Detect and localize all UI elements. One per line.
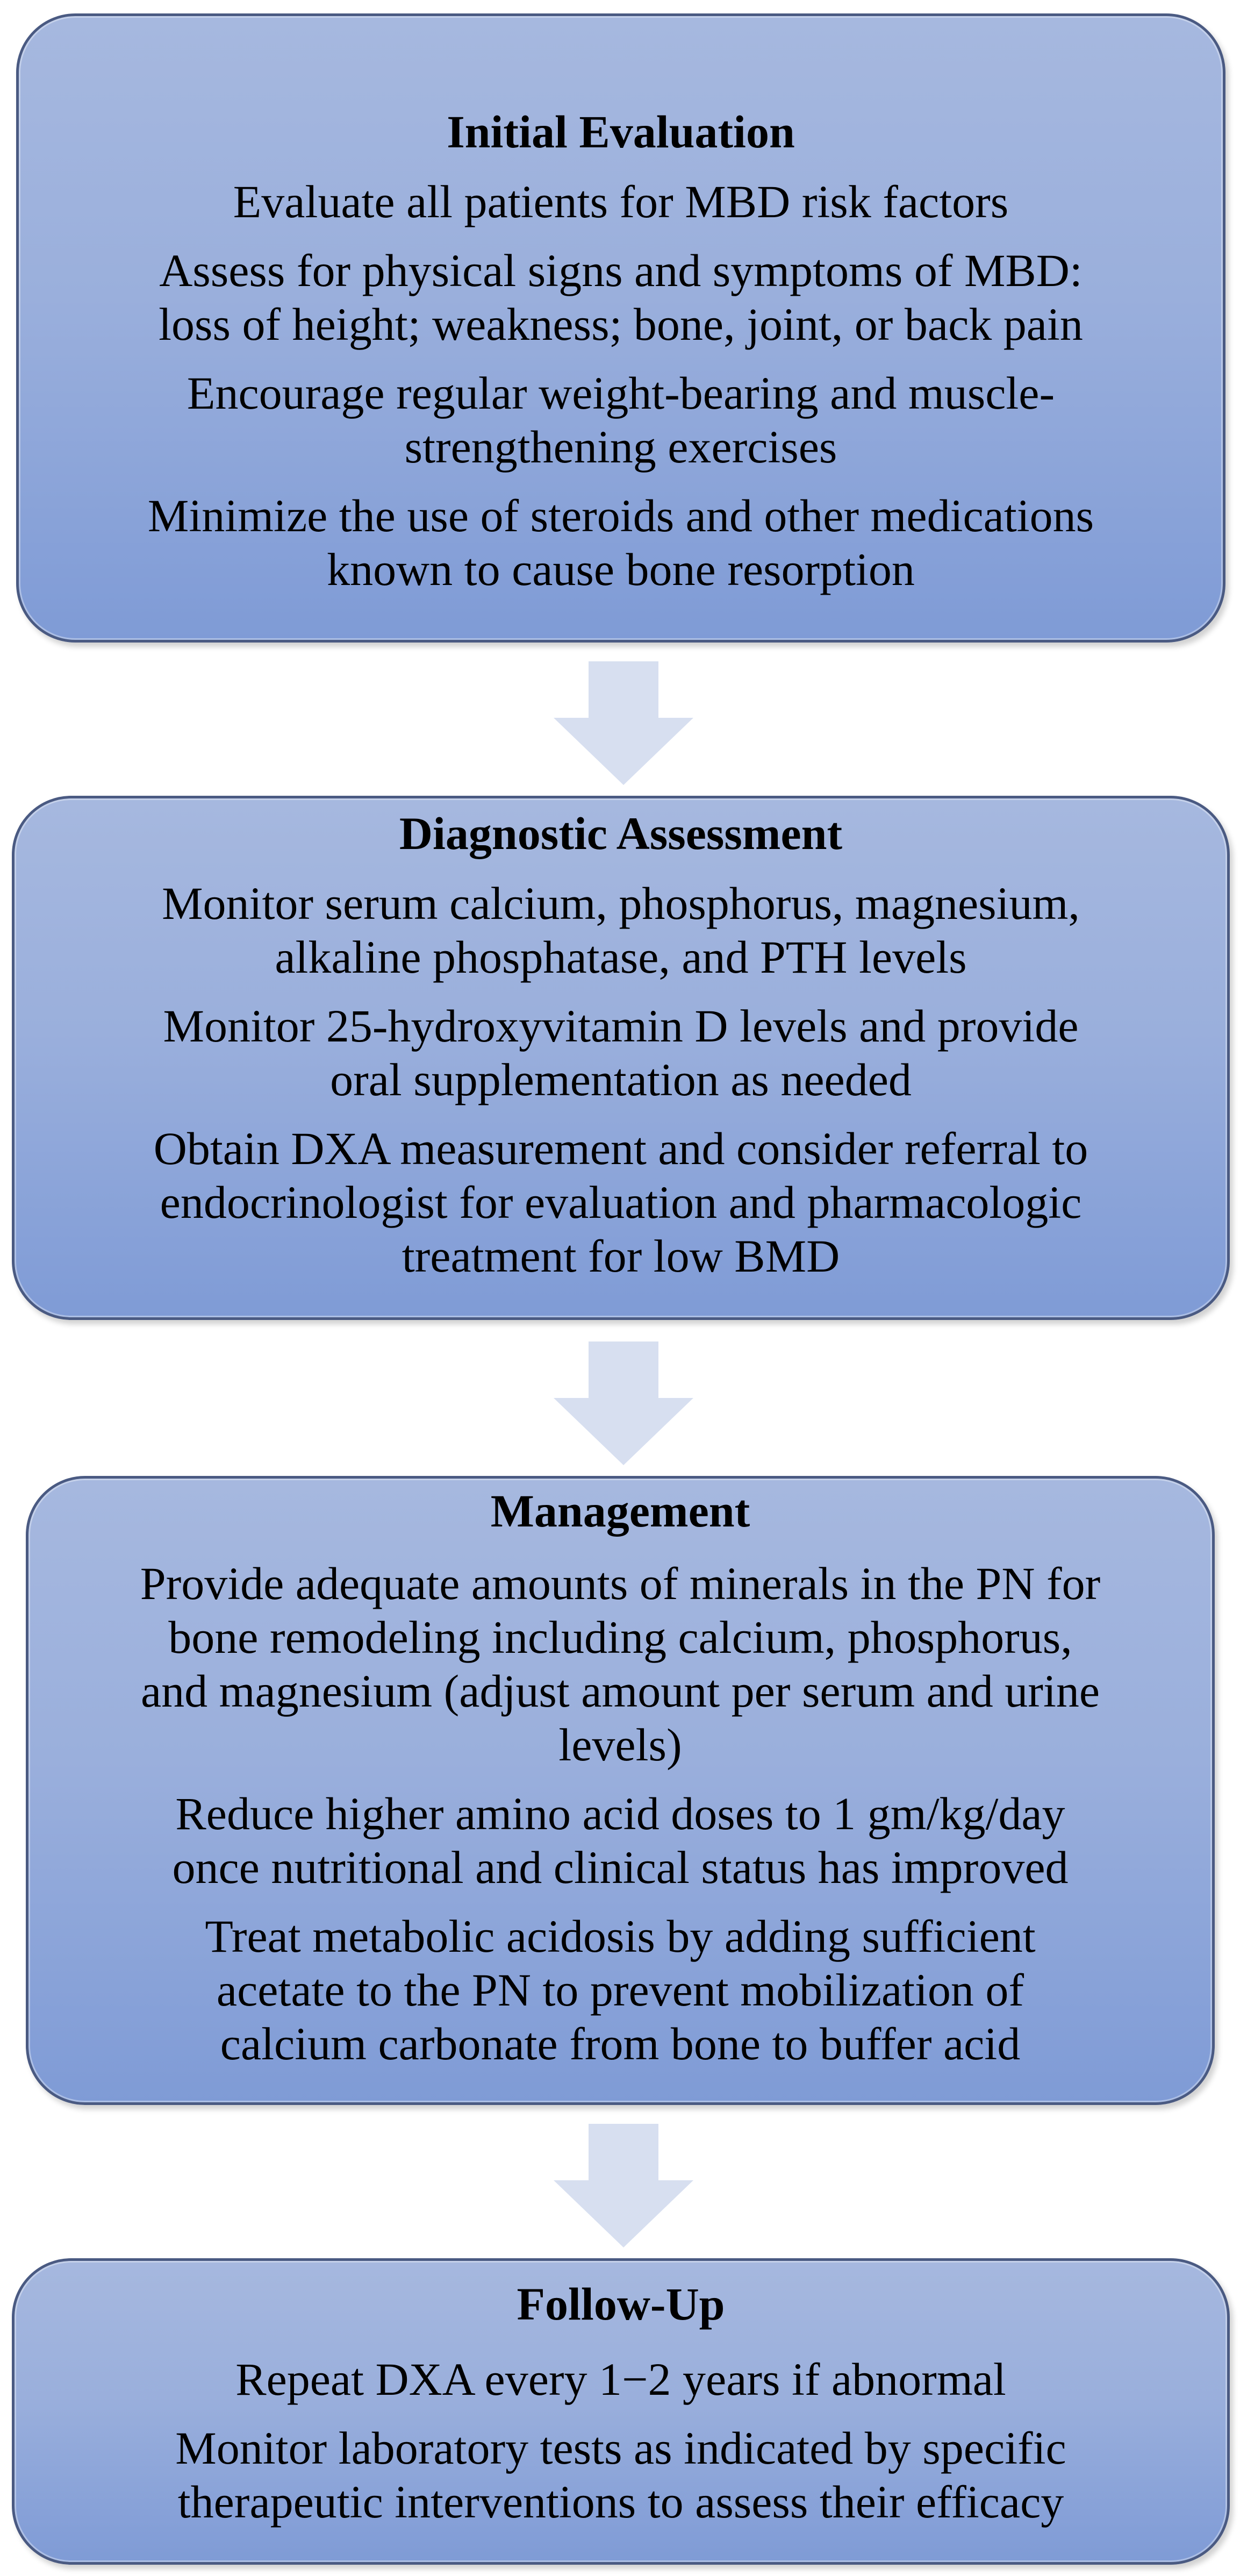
management-item-minerals-line-3: and magnesium (adjust amount per serum and urine xyxy=(140,1665,1100,1717)
initial-item-steroids-line-2: known to cause bone resorption xyxy=(327,544,915,595)
initial-item-physical-signs-line-1: Assess for physical signs and symptoms of MBD: xyxy=(159,245,1083,296)
diagnostic-item-dxa-line-1: Obtain DXA measurement and consider referral to xyxy=(153,1123,1088,1174)
diagnostic-item-vitamin-d-line-1: Monitor 25-hydroxyvitamin D levels and provide xyxy=(163,1000,1079,1052)
follow-up-title: Follow-Up xyxy=(517,2278,725,2330)
follow-up-item-monitor-labs xyxy=(143,2421,1098,2529)
management-item-amino-acid-line-1: Reduce higher amino acid doses to 1 gm/kg/day xyxy=(175,1788,1065,1839)
down-arrow-icon xyxy=(554,661,693,785)
management-item-minerals-line-4: levels) xyxy=(558,1719,682,1771)
diagnostic-item-vitamin-d xyxy=(131,999,1111,1107)
follow-up-box xyxy=(12,2258,1230,2565)
diagnostic-item-dxa-line-2: endocrinologist for evaluation and pharmacologic xyxy=(160,1176,1082,1228)
diagnostic-item-vitamin-d-line-2: oral supplementation as needed xyxy=(330,1054,912,1105)
management-item-amino-acid xyxy=(140,1787,1100,1894)
initial-item-steroids-line-1: Minimize the use of steroids and other medications xyxy=(147,490,1094,541)
diagnostic-item-serum-levels xyxy=(130,876,1112,984)
initial-item-steroids xyxy=(116,489,1126,596)
diagnostic-item-dxa-line-3: treatment for low BMD xyxy=(402,1230,840,1282)
follow-up-item-repeat-dxa: Repeat DXA every 1−2 years if abnormal xyxy=(235,2353,1006,2405)
management-box xyxy=(26,1476,1215,2105)
management-item-minerals-line-2: bone remodeling including calcium, phosphorus, xyxy=(168,1611,1072,1663)
management-item-acidosis-line-2: acetate to the PN to prevent mobilization of xyxy=(216,1964,1024,2016)
down-arrow-icon xyxy=(554,2124,693,2247)
diagnostic-item-serum-levels-line-2: alkaline phosphatase, and PTH levels xyxy=(275,931,967,983)
management-item-acidosis-line-3: calcium carbonate from bone to buffer acid xyxy=(220,2018,1021,2070)
initial-item-exercise-line-1: Encourage regular weight-bearing and muscle- xyxy=(187,367,1055,419)
initial-evaluation-title: Initial Evaluation xyxy=(447,106,795,158)
down-arrow-icon xyxy=(554,1341,693,1465)
diagnostic-assessment-box xyxy=(12,796,1230,1320)
diagnostic-item-serum-levels-line-1: Monitor serum calcium, phosphorus, magnesium, xyxy=(162,877,1080,929)
management-title: Management xyxy=(490,1485,750,1537)
management-item-acidosis xyxy=(173,1909,1067,2071)
follow-up-item-monitor-labs-line-2: therapeutic interventions to assess their efficacy xyxy=(177,2476,1064,2528)
initial-item-exercise xyxy=(155,366,1087,474)
management-item-minerals xyxy=(108,1557,1133,1772)
management-item-minerals-line-1: Provide adequate amounts of minerals in the PN for xyxy=(140,1558,1101,1609)
initial-evaluation-box xyxy=(16,13,1225,643)
follow-up-item-monitor-labs-line-1: Monitor laboratory tests as indicated by specific xyxy=(175,2422,1066,2474)
diagnostic-item-dxa xyxy=(121,1122,1120,1283)
initial-item-exercise-line-2: strengthening exercises xyxy=(404,421,837,473)
initial-item-physical-signs xyxy=(126,244,1115,351)
management-item-acidosis-line-1: Treat metabolic acidosis by adding sufficient xyxy=(205,1910,1036,1962)
diagnostic-assessment-title: Diagnostic Assessment xyxy=(399,808,843,859)
initial-item-risk-factors: Evaluate all patients for MBD risk factors xyxy=(233,176,1009,227)
initial-item-physical-signs-line-2: loss of height; weakness; bone, joint, or back pain xyxy=(159,298,1083,350)
management-item-amino-acid-line-2: once nutritional and clinical status has improved xyxy=(172,1842,1069,1893)
